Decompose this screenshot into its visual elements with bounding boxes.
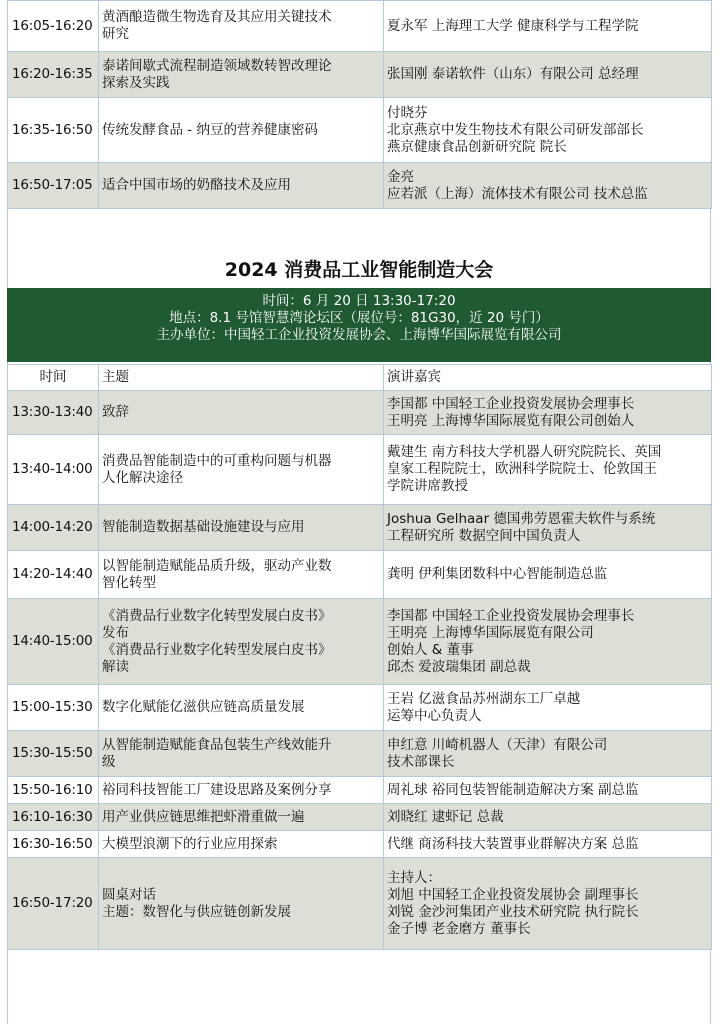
topic-line: 用产业供应链思维把虾滑重做一遍 — [102, 808, 305, 825]
header-speaker: 演讲嘉宾 — [384, 365, 712, 391]
session-topic — [99, 731, 384, 777]
table-row — [8, 163, 712, 209]
session-topic — [99, 858, 384, 950]
session-time: 16:05-16:20 — [8, 1, 99, 52]
speaker-line: 李国都 中国轻工企业投资发展协会理事长 — [387, 607, 635, 624]
topic-line: 智化转型 — [102, 574, 156, 591]
table-row — [8, 98, 712, 163]
agenda-table-main — [7, 364, 712, 950]
topic-line: 智能制造数据基础设施建设与应用 — [102, 519, 305, 535]
topic-line: 传统发酵食品 - 纳豆的营养健康密码 — [102, 121, 318, 138]
session-topic — [99, 804, 384, 831]
session-time: 16:30-16:50 — [8, 831, 99, 858]
session-topic — [99, 435, 384, 505]
table-row — [8, 391, 712, 435]
speaker-line: 付晓芬 — [387, 104, 428, 121]
session-speaker — [384, 731, 712, 777]
topic-line: 泰诺间歇式流程制造领域数转智改理论 — [102, 57, 332, 74]
speaker-line: 金子博 老金磨方 董事长 — [387, 920, 531, 937]
table-row — [8, 858, 712, 950]
speaker-line: 刘锐 金沙河集团产业技术研究院 执行院长 — [387, 903, 639, 920]
topic-line: 数字化赋能亿滋供应链高质量发展 — [102, 699, 305, 715]
topic-line: 圆桌对话 — [102, 886, 156, 903]
topic-line: 发布 — [102, 624, 129, 641]
topic-line: 以智能制造赋能品质升级，驱动产业数 — [102, 557, 332, 574]
table-row — [8, 52, 712, 98]
table-header-row — [8, 365, 712, 391]
speaker-line: 张国刚 泰诺软件（山东）有限公司 总经理 — [387, 66, 639, 82]
table-row — [8, 505, 712, 551]
topic-line: 从智能制造赋能食品包装生产线效能升 — [102, 736, 332, 753]
session-time: 14:00-14:20 — [8, 505, 99, 551]
table-row — [8, 731, 712, 777]
agenda-table-top — [7, 0, 712, 209]
table-row — [8, 685, 712, 731]
session-speaker — [384, 52, 712, 98]
table-row — [8, 1, 712, 52]
session-topic — [99, 505, 384, 551]
session-topic — [99, 98, 384, 163]
session-time: 16:35-16:50 — [8, 98, 99, 163]
session-speaker — [384, 98, 712, 163]
speaker-line: 王明亮 上海博华国际展览有限公司创始人 — [387, 412, 635, 429]
topic-line: 裕同科技智能工厂建设思路及案例分享 — [102, 781, 332, 798]
speaker-line: 申红意 川崎机器人（天津）有限公司 — [387, 736, 608, 753]
session-time: 14:40-15:00 — [8, 599, 99, 685]
session-time: 15:30-15:50 — [8, 731, 99, 777]
speaker-line: 龚明 伊利集团数科中心智能制造总监 — [387, 566, 608, 582]
topic-line: 消费品智能制造中的可重构问题与机器 — [102, 452, 332, 469]
session-topic — [99, 599, 384, 685]
session-topic — [99, 52, 384, 98]
session-time: 16:20-16:35 — [8, 52, 99, 98]
conference-time: 时间：6 月 20 日 13:30-17:20 — [262, 293, 456, 309]
topic-line: 致辞 — [102, 404, 129, 420]
speaker-line: 代继 商汤科技大装置事业群解决方案 总监 — [387, 835, 639, 852]
session-time: 13:40-14:00 — [8, 435, 99, 505]
speaker-line: 燕京健康食品创新研究院 院长 — [387, 138, 567, 155]
speaker-line: 皇家工程院院士，欧洲科学院院士、伦敦国王 — [387, 461, 657, 477]
conference-organizer: 主办单位：中国轻工企业投资发展协会、上海博华国际展览有限公司 — [156, 327, 562, 343]
table-row — [8, 435, 712, 505]
topic-line: 研究 — [102, 26, 129, 42]
topic-line: 探索及实践 — [102, 74, 170, 91]
session-time: 16:10-16:30 — [8, 804, 99, 831]
session-time: 15:00-15:30 — [8, 685, 99, 731]
session-speaker — [384, 1, 712, 52]
session-speaker — [384, 858, 712, 950]
speaker-line: 王岩 亿滋食品苏州湖东工厂卓越 — [387, 690, 581, 707]
topic-line: 人化解决途径 — [102, 469, 183, 486]
session-time: 16:50-17:05 — [8, 163, 99, 209]
speaker-line: 刘旭 中国轻工企业投资发展协会 副理事长 — [387, 886, 639, 903]
session-speaker — [384, 163, 712, 209]
speaker-line: 主持人： — [387, 869, 441, 886]
conference-location: 地点：8.1 号馆智慧湾论坛区（展位号：81G30，近 20 号门） — [169, 310, 549, 326]
topic-line: 黄酒酿造微生物选育及其应用关键技术 — [102, 9, 332, 25]
topic-line: 级 — [102, 753, 116, 770]
speaker-line: 刘晓红 逮虾记 总裁 — [387, 808, 504, 825]
session-topic — [99, 391, 384, 435]
topic-line: 主题：数智化与供应链创新发展 — [102, 903, 291, 920]
speaker-line: 周礼球 裕同包装智能制造解决方案 副总监 — [387, 781, 639, 798]
session-topic — [99, 163, 384, 209]
speaker-line: 戴建生 南方科技大学机器人研究院院长、英国 — [387, 444, 662, 460]
session-topic — [99, 551, 384, 599]
session-topic — [99, 777, 384, 804]
session-topic — [99, 831, 384, 858]
session-time: 16:50-17:20 — [8, 858, 99, 950]
header-topic: 主题 — [99, 365, 384, 391]
session-speaker — [384, 435, 712, 505]
topic-line: 大模型浪潮下的行业应用探索 — [102, 835, 278, 852]
speaker-line: 金亮 — [387, 168, 414, 185]
session-time: 13:30-13:40 — [8, 391, 99, 435]
speaker-line: 学院讲席教授 — [387, 478, 468, 494]
session-time: 15:50-16:10 — [8, 777, 99, 804]
session-speaker — [384, 391, 712, 435]
speaker-line: 北京燕京中发生物技术有限公司研发部部长 — [387, 121, 644, 138]
conference-title: 2024 消费品工业智能制造大会 — [224, 259, 494, 281]
session-speaker — [384, 551, 712, 599]
conference-info-banner — [7, 288, 711, 362]
speaker-line: 邱杰 爱波瑞集团 副总裁 — [387, 658, 531, 675]
speaker-line: 夏永军 上海理工大学 健康科学与工程学院 — [387, 17, 639, 34]
speaker-line: Joshua Gelhaar 德国弗劳恩霍夫软件与系统 — [387, 510, 656, 527]
session-speaker — [384, 505, 712, 551]
topic-line: 《消费品行业数字化转型发展白皮书》 — [102, 641, 332, 658]
session-speaker — [384, 685, 712, 731]
speaker-line: 运筹中心负责人 — [387, 707, 482, 724]
session-topic — [99, 685, 384, 731]
speaker-line: 应若派（上海）流体技术有限公司 技术总监 — [387, 185, 648, 202]
table-row — [8, 804, 712, 831]
session-time: 14:20-14:40 — [8, 551, 99, 599]
session-speaker — [384, 804, 712, 831]
speaker-line: 工程研究所 数据空间中国负责人 — [387, 527, 581, 544]
session-speaker — [384, 831, 712, 858]
speaker-line: 技术部课长 — [387, 753, 455, 770]
topic-line: 《消费品行业数字化转型发展白皮书》 — [102, 607, 332, 624]
topic-line: 适合中国市场的奶酪技术及应用 — [102, 177, 291, 193]
session-speaker — [384, 777, 712, 804]
speaker-line: 王明亮 上海博华国际展览有限公司 — [387, 624, 594, 641]
speaker-line: 创始人 & 董事 — [387, 641, 474, 658]
speaker-line: 李国都 中国轻工企业投资发展协会理事长 — [387, 395, 635, 412]
header-time: 时间 — [8, 365, 99, 391]
table-row — [8, 599, 712, 685]
table-row — [8, 831, 712, 858]
topic-line: 解读 — [102, 658, 129, 675]
session-topic — [99, 1, 384, 52]
table-row — [8, 777, 712, 804]
table-row — [8, 551, 712, 599]
session-speaker — [384, 599, 712, 685]
